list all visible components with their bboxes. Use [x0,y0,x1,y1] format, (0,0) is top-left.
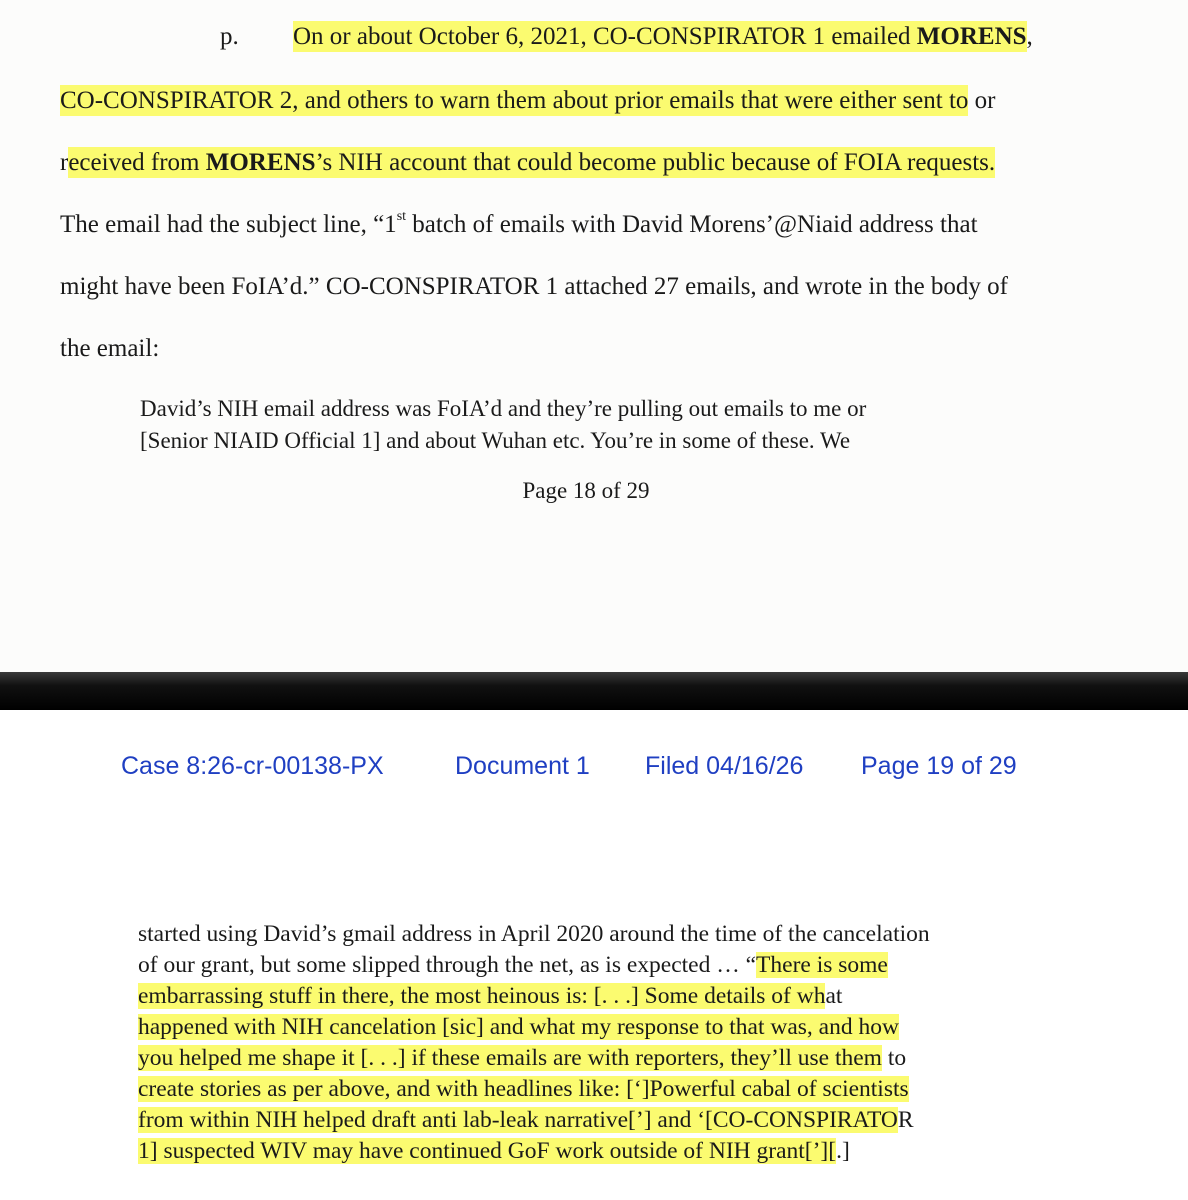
quote-line-2: [Senior NIAID Official 1] and about Wuhan etc. You’re in some of these. We [140,428,851,453]
defendant-name: MORENS [205,149,316,176]
page-number: Page 18 of 29 [522,478,650,503]
header-document: Document 1 [455,752,590,780]
paragraph-label: p. [220,23,239,50]
header-filed-date: Filed 04/16/26 [645,752,804,780]
highlight: ’s NIH account that could become public because of FOIA requests. [315,149,996,176]
highlight: you helped me shape it [. . .] if these emails are with reporters, they’ll use them [138,1045,882,1071]
quote-body-line-3: embarrassing stuff in there, the most heinous is: [. . .] Some details of what [138,983,843,1009]
paragraph-line-3: received from MORENS’s NIH account that could become public because of FOIA requests. [60,149,996,176]
header-case-number: Case 8:26-cr-00138-PX [121,752,384,780]
quote-body-line-2: of our grant, but some slipped through the net, as is expected … “There is some [138,952,888,978]
highlight: There is some [756,952,888,978]
highlight: 1] suspected WIV may have continued GoF work outside of NIH grant[’][ [138,1138,837,1164]
quote-body-line-8: 1] suspected WIV may have continued GoF work outside of NIH grant[’][.] [138,1138,850,1164]
paragraph-line-2: CO-CONSPIRATOR 2, and others to warn them about prior emails that were either sent to or [60,87,996,114]
highlight: On or about October 6, 2021, CO-CONSPIRATOR 1 emailed [293,23,917,50]
quote-body-line-1: started using David’s gmail address in April 2020 around the time of the cancelation [138,921,930,947]
highlight: CO-CONSPIRATOR 2, and others to warn them about prior emails that were either sent to [60,87,969,114]
paragraph-line-4: The email had the subject line, “1st batch of emails with David Morens’@Niaid address that [60,209,978,238]
highlight: happened with NIH cancelation [sic] and what my response to that was, and how [138,1014,899,1040]
quote-body-line-5: you helped me shape it [. . .] if these emails are with reporters, they’ll use them to [138,1045,907,1071]
quote-body-line-4 [138,1012,899,1043]
paragraph-line-6: the email: [60,335,160,362]
highlight: from within NIH helped draft anti lab-leak narrative[’] and ‘[CO-CONSPIRATO [138,1107,898,1133]
paragraph-line-5: might have been FoIA’d.” CO-CONSPIRATOR 1 attached 27 emails, and wrote in the body of [60,273,1008,300]
highlight: eceived from [68,149,206,176]
page-divider [0,672,1188,710]
defendant-name: MORENS [916,23,1027,50]
quote-body-line-7: from within NIH helped draft anti lab-leak narrative[’] and ‘[CO-CONSPIRATOR [138,1107,914,1133]
highlight: embarrassing stuff in there, the most heinous is: [. . .] Some details of wh [138,983,826,1009]
highlight: create stories as per above, and with headlines like: [‘]Powerful cabal of scientists [138,1076,909,1102]
paragraph-line-1: On or about October 6, 2021, CO-CONSPIRATOR 1 emailed MORENS, [293,23,1033,50]
header-page: Page 19 of 29 [861,752,1017,780]
quote-line-1: David’s NIH email address was FoIA’d and they’re pulling out emails to me or [140,396,867,421]
quote-body-line-6 [138,1074,909,1105]
